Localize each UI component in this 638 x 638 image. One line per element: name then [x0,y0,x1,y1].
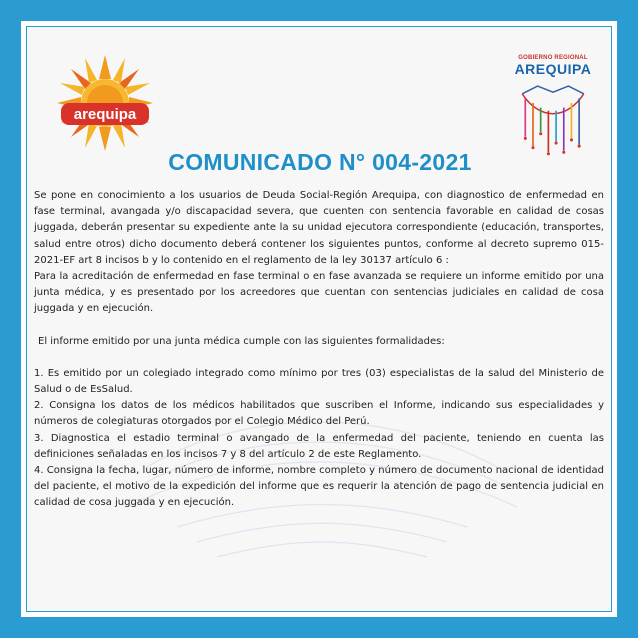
logo-wordmark: arequipa [73,106,137,123]
list-item: 3. Diagnostica el estadio terminal o avangado de la enfermedad del paciente, teniendo en cuenta las definiciones señaladas en los incisos 7 y 8 del artículo 2 de este Reglamento. [34,432,604,460]
page-title: COMUNICADO N° 004-2021 [168,149,472,175]
formalities-intro: El informe emitido por una junta médica cumple con las siguientes formalidades: [38,335,445,347]
list-item: 2. Consigna los datos de los médicos habilitados que suscriben el Informe, indicando sus especialidades y números de colegiaturas otorgados por el Colegio Médico del Perú. [34,400,604,428]
document-body [34,188,604,512]
gobierno-regional-logo [503,53,603,77]
accreditation-paragraph: Para la acreditación de enfermedad en fase terminal o en fase avanzada se requiere un informe emitido por una junta médica, y es presentado por los acreedores que cuentan con sentencias judiciales en calidad de cosa juggada y en ejecución. [34,271,604,315]
list-item: 4. Consigna la fecha, lugar, número de informe, nombre completo y número de documento nacional de identidad del paciente, el motivo de la expedición del informe que es requerir la atención de pago de sentencia judicial en calidad de cosa juggada y en ejecución. [34,465,604,509]
document-card [26,26,612,612]
arequipa-label: AREQUIPA [514,61,592,77]
arequipa-sun-logo [55,53,155,153]
list-item: 1. Es emitido por un colegiado integrado como mínimo por tres (03) especialistas de la salud del Ministerio de Salud o de EsSalud. [34,367,604,396]
intro-paragraph: Se pone en conocimiento a los usuarios de Deuda Social-Región Arequipa, con diagnostico de enfermedad en fase terminal, avangada y/o discapacidad severa, que cuenten con sentencia favorable en calidad de cosas juggada, deberán presentar su expediente ante la su unidad ejecutora correspondiente (educación, transportes, salud entre otros) dicho documento deberá contener los siguientes puntos, conforme al decreto supremo 015-2021-EF art 8 incisos b y lo contenido en el reglamento de la ley 30137 artículo 6 : [34,190,604,266]
gobierno-regional-label: GOBIERNO REGIONAL [518,55,588,61]
